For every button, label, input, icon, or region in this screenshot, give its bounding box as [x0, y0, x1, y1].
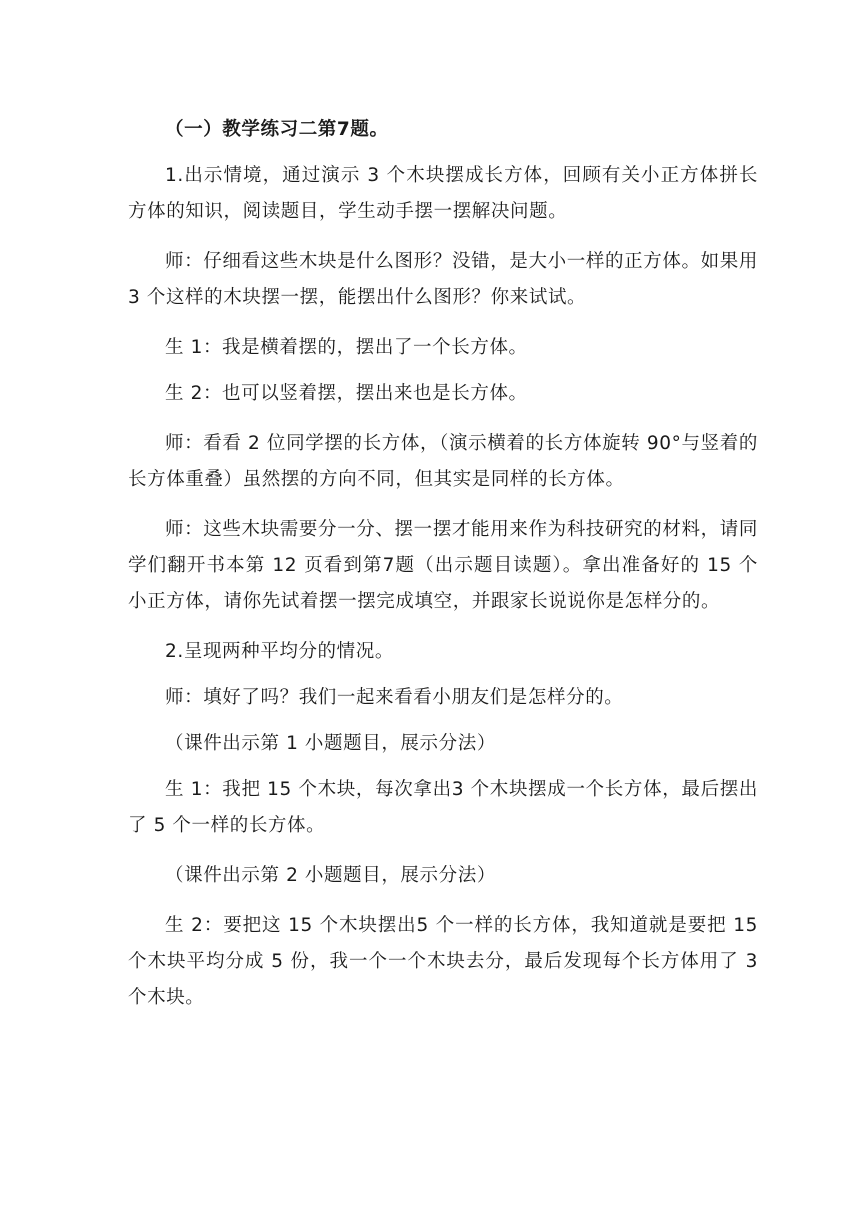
paragraph-student-2-method: 生 2：要把这 15 个木块摆出5 个一样的长方体，我知道就是要把 15 个木块平均分成 5 份，我一个一个木块去分，最后发现每个长方体用了 3 个木块。	[128, 915, 758, 1008]
paragraph-intro: 1.出示情境，通过演示 3 个木块摆成长方体，回顾有关小正方体拼长方体的知识，阅读题目，学生动手摆一摆解决问题。	[128, 165, 758, 222]
document-body	[128, 112, 758, 1016]
paragraph-student-2-answer: 生 2：也可以竖着摆，摆出来也是长方体。	[165, 383, 528, 404]
paragraph-step-2: 2.呈现两种平均分的情况。	[165, 641, 394, 662]
paragraph-student-1-answer: 生 1：我是横着摆的，摆出了一个长方体。	[165, 337, 528, 358]
paragraph-student-1-method: 生 1：我把 15 个木块，每次拿出3 个木块摆成一个长方体，最后摆出了 5 个一样的长方体。	[128, 779, 758, 836]
paragraph-courseware-1: （课件出示第 1 小题题目，展示分法）	[165, 733, 496, 754]
section-heading: （一）教学练习二第7题。	[165, 119, 389, 140]
paragraph-courseware-2: （课件出示第 2 小题题目，展示分法）	[165, 865, 496, 886]
paragraph-teacher-question: 师：仔细看这些木块是什么图形？没错，是大小一样的正方体。如果用3 个这样的木块摆一摆，能摆出什么图形？你来试试。	[128, 251, 758, 308]
paragraph-teacher-compare: 师：看看 2 位同学摆的长方体，（演示横着的长方体旋转 90°与竖着的长方体重叠）虽然摆的方向不同，但其实是同样的长方体。	[128, 433, 758, 490]
paragraph-teacher-check: 师：填好了吗？我们一起来看看小朋友们是怎样分的。	[165, 687, 624, 708]
paragraph-teacher-instruction: 师：这些木块需要分一分、摆一摆才能用来作为科技研究的材料，请同学们翻开书本第 12 页看到第7题（出示题目读题）。拿出准备好的 15 个小正方体，请你先试着摆一摆完成填空，并跟家长说说你是怎样分的。	[128, 519, 758, 612]
